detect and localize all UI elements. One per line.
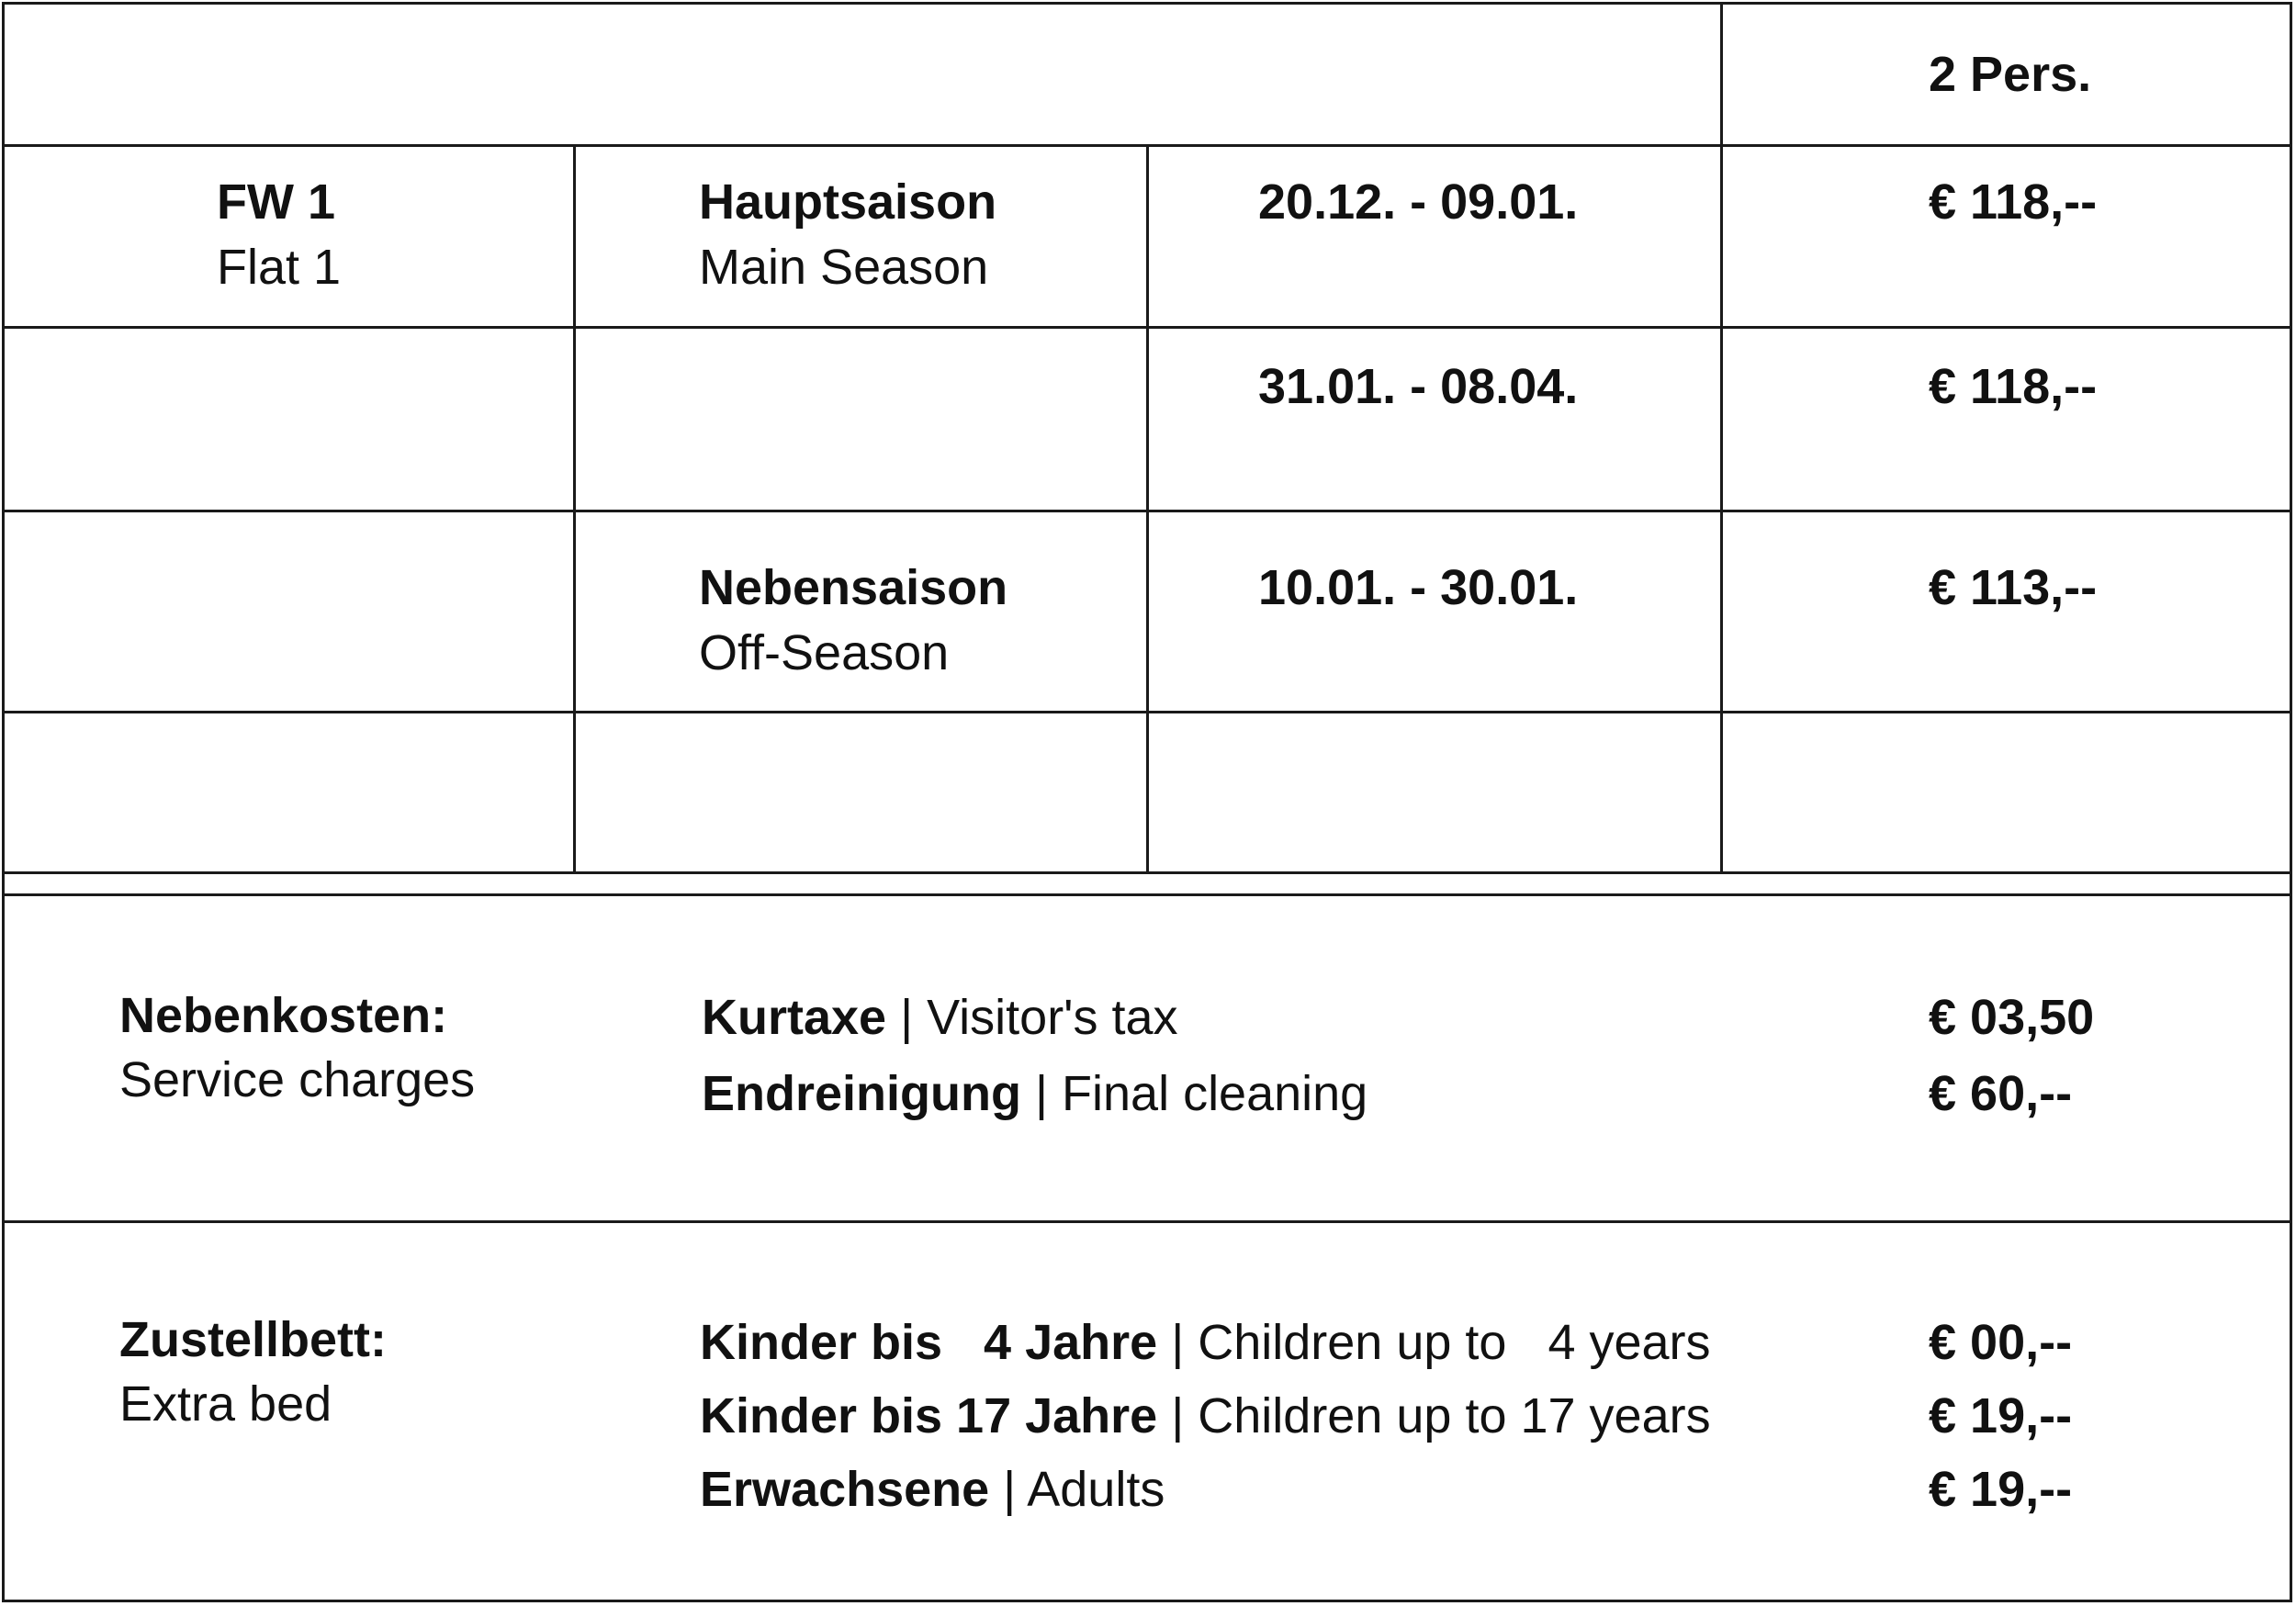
column-divider bbox=[1146, 144, 1149, 873]
service-charge-price: € 60,-- bbox=[1929, 1066, 2073, 1121]
extra-bed-item: Erwachsene | Adults bbox=[700, 1462, 1165, 1517]
column-divider bbox=[1720, 2, 1723, 873]
service-charge-item: Kurtaxe | Visitor's tax bbox=[702, 990, 1178, 1045]
extra-bed-title: Zustellbett: bbox=[119, 1312, 387, 1367]
extra-bed-price: € 19,-- bbox=[1929, 1388, 2073, 1443]
column-divider bbox=[573, 144, 576, 873]
date-range: 31.01. - 08.04. bbox=[1258, 359, 1579, 414]
section-divider bbox=[2, 893, 2292, 896]
season-name: Nebensaison bbox=[699, 560, 1008, 615]
extra-bed-price: € 00,-- bbox=[1929, 1315, 2073, 1370]
price: € 118,-- bbox=[1929, 174, 2098, 230]
flat-name: FW 1 bbox=[217, 174, 335, 230]
price: € 113,-- bbox=[1929, 560, 2098, 615]
price: € 118,-- bbox=[1929, 359, 2098, 414]
date-range: 20.12. - 09.01. bbox=[1258, 174, 1579, 230]
service-charge-price: € 03,50 bbox=[1929, 990, 2095, 1045]
season-name-en: Main Season bbox=[699, 240, 989, 295]
extra-bed-title-en: Extra bed bbox=[119, 1376, 332, 1432]
extra-bed-price: € 19,-- bbox=[1929, 1462, 2073, 1517]
season-name-en: Off-Season bbox=[699, 625, 950, 680]
extra-bed-item: Kinder bis 17 Jahre | Children up to 17 years bbox=[700, 1388, 1711, 1443]
section-divider bbox=[2, 1220, 2292, 1223]
service-charges-title-en: Service charges bbox=[119, 1052, 476, 1107]
extra-bed-item: Kinder bis 4 Jahre | Children up to 4 years bbox=[700, 1315, 1711, 1370]
persons-header: 2 Pers. bbox=[1929, 47, 2092, 102]
date-range: 10.01. - 30.01. bbox=[1258, 560, 1579, 615]
service-charges-title: Nebenkosten: bbox=[119, 988, 448, 1043]
flat-name-en: Flat 1 bbox=[217, 240, 342, 295]
service-charge-item: Endreinigung | Final cleaning bbox=[702, 1066, 1368, 1121]
season-name: Hauptsaison bbox=[699, 174, 997, 230]
